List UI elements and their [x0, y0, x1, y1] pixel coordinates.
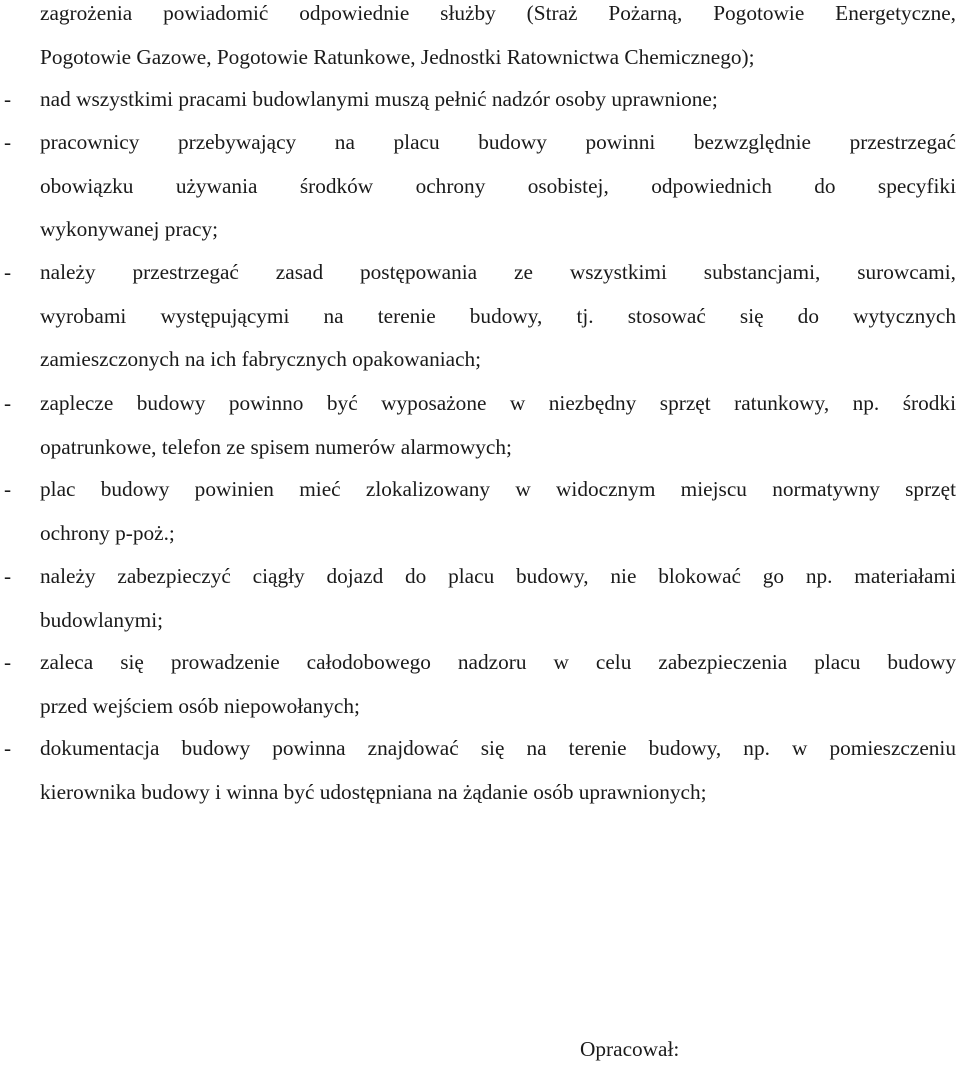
list-dash: -	[4, 391, 12, 415]
list-dash: -	[4, 260, 12, 284]
text-line: wykonywanej pracy;	[40, 217, 219, 241]
signature-label: Opracował:	[580, 1037, 680, 1061]
list-item-text	[40, 78, 956, 122]
text-line: Pogotowie Gazowe, Pogotowie Ratunkowe, Jednostki Ratownictwa Chemicznego);	[40, 44, 755, 69]
text-line: budowlanymi;	[40, 607, 164, 632]
text-line: zamieszczonych na ich fabrycznych opakowaniach;	[40, 347, 482, 371]
list-dash: -	[4, 736, 12, 760]
text-line: przed wejściem osób niepowołanych;	[40, 693, 360, 718]
list-dash: -	[4, 650, 12, 674]
list-dash: -	[4, 477, 12, 501]
text-line: plac budowy powinien mieć zlokalizowany w widocznym miejscu normatywny sprzęt	[40, 477, 956, 501]
text-line: nad wszystkimi pracami budowlanymi muszą pełnić nadzór osoby uprawnione;	[40, 87, 718, 111]
text-line: zagrożenia powiadomić odpowiednie służby (Straż Pożarną, Pogotowie Energetyczne,	[40, 1, 956, 25]
list-item-text	[40, 121, 956, 252]
text-line: ochrony p-poż.;	[40, 520, 175, 545]
text-line: zaleca się prowadzenie całodobowego nadzoru w celu zabezpieczenia placu budowy	[40, 650, 956, 674]
text-line: zaplecze budowy powinno być wyposażone w niezbędny sprzęt ratunkowy, np. środki	[40, 391, 956, 415]
text-line: wyrobami występującymi na terenie budowy, tj. stosować się do wytycznych	[40, 303, 956, 328]
text-line: należy przestrzegać zasad postępowania ze wszystkimi substancjami, surowcami,	[40, 260, 956, 284]
text-line: należy zabezpieczyć ciągły dojazd do placu budowy, nie blokować go np. materiałami	[40, 564, 956, 588]
list-item-text	[40, 382, 956, 469]
text-line: pracownicy przebywający na placu budowy powinni bezwzględnie przestrzegać	[40, 130, 956, 154]
list-item-text	[40, 555, 956, 642]
list-item-text	[40, 727, 956, 814]
list-item-text	[40, 468, 956, 555]
list-item-text	[40, 251, 956, 382]
list-item-text	[40, 641, 956, 728]
list-dash: -	[4, 87, 12, 111]
text-line: kierownika budowy i winna być udostępniana na żądanie osób uprawnionych;	[40, 779, 707, 804]
list-dash: -	[4, 564, 12, 588]
list-dash: -	[4, 130, 12, 154]
text-line: obowiązku używania środków ochrony osobistej, odpowiednich do specyfiki	[40, 173, 956, 198]
continuation-paragraph	[40, 0, 956, 79]
text-line: opatrunkowe, telefon ze spisem numerów alarmowych;	[40, 434, 512, 459]
text-line: dokumentacja budowy powinna znajdować się na terenie budowy, np. w pomieszczeniu	[40, 736, 956, 760]
